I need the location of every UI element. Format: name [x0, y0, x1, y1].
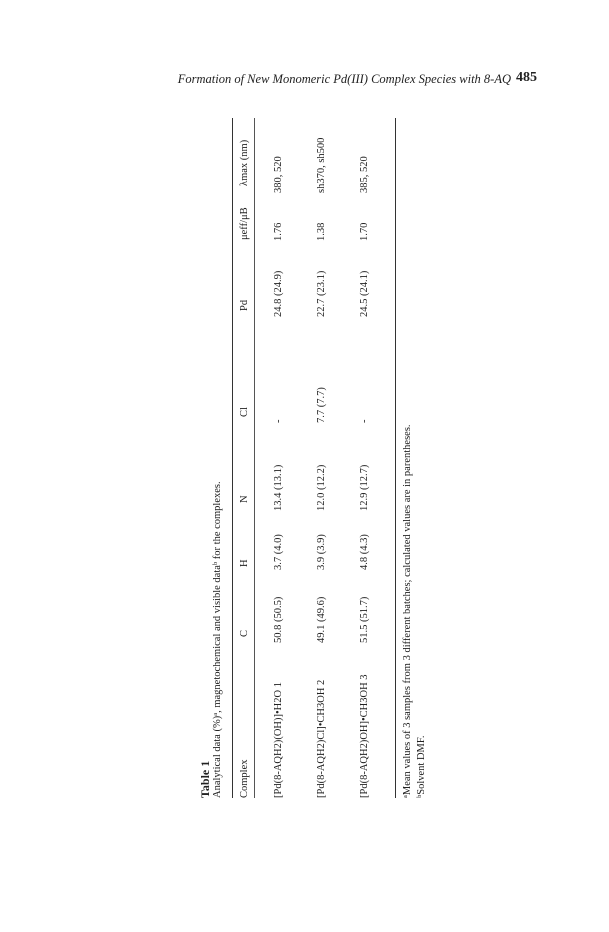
table-cell: 13.4 (13.1): [273, 464, 284, 511]
table-cell: 3.7 (4.0): [273, 534, 284, 570]
table-cell: 49.1 (49.6): [316, 596, 327, 643]
table-cell: 12.0 (12.2): [316, 464, 327, 511]
table-cell: 7.7 (7.7): [316, 387, 327, 423]
table-cell: -: [359, 419, 370, 423]
table-cell: 385, 520: [359, 156, 370, 193]
table-cell: 22.7 (23.1): [316, 270, 327, 317]
col-header-cl: Cl: [239, 407, 250, 417]
col-header-lambda: λmax (nm): [239, 139, 250, 186]
running-head-title: Formation of New Monomeric Pd(III) Complex Species with 8-AQ: [177, 72, 511, 86]
table-cell: 1.38: [316, 222, 327, 241]
table-cell: 380, 520: [273, 156, 284, 193]
table-cell: 24.8 (24.9): [273, 270, 284, 317]
table-cell: 24.5 (24.1): [359, 270, 370, 317]
table-container: [190, 118, 470, 798]
table-cell: 3.9 (3.9): [316, 534, 327, 570]
col-header-h: H: [239, 559, 250, 567]
table-cell: 50.8 (50.5): [273, 596, 284, 643]
table-caption: Analytical data (%)ᵃ, magnetochemical and visible dataᵇ for the complexes.: [212, 481, 223, 798]
table-bottom-rule: [395, 118, 396, 798]
table-cell: -: [273, 419, 284, 423]
table-cell: 1.70: [359, 222, 370, 241]
table-footnote-b: ᵇSolvent DMF.: [416, 735, 427, 798]
table-cell: [Pd(8-AQH2)(OH)]•H2O 1: [273, 682, 284, 798]
col-header-pd: Pd: [239, 299, 250, 311]
table-cell: [Pd(8-AQH2)Cl]•CH3OH 2: [316, 679, 327, 798]
table-top-rule: [232, 118, 233, 798]
table-footnote-a: ᵃMean values of 3 samples from 3 different batches; calculated values are in parentheses.: [402, 424, 413, 798]
col-header-c: C: [239, 629, 250, 637]
col-header-mu: μeff/μB: [239, 207, 250, 240]
table-label: Table 1: [198, 760, 212, 798]
col-header-n: N: [239, 495, 250, 503]
page-number: 485: [516, 70, 537, 85]
table-header-rule: [254, 118, 255, 798]
table-cell: 4.8 (4.3): [359, 534, 370, 570]
table-cell: 12.9 (12.7): [359, 464, 370, 511]
running-head: [0, 70, 609, 90]
table-cell: [Pd(8-AQH2)OH]•CH3OH 3: [359, 674, 370, 798]
table-cell: 51.5 (51.7): [359, 596, 370, 643]
rotated-table: [190, 118, 470, 798]
table-cell: 1.76: [273, 222, 284, 241]
col-header-complex: Complex: [239, 759, 250, 798]
table-cell: sh370, sh500: [316, 137, 327, 193]
